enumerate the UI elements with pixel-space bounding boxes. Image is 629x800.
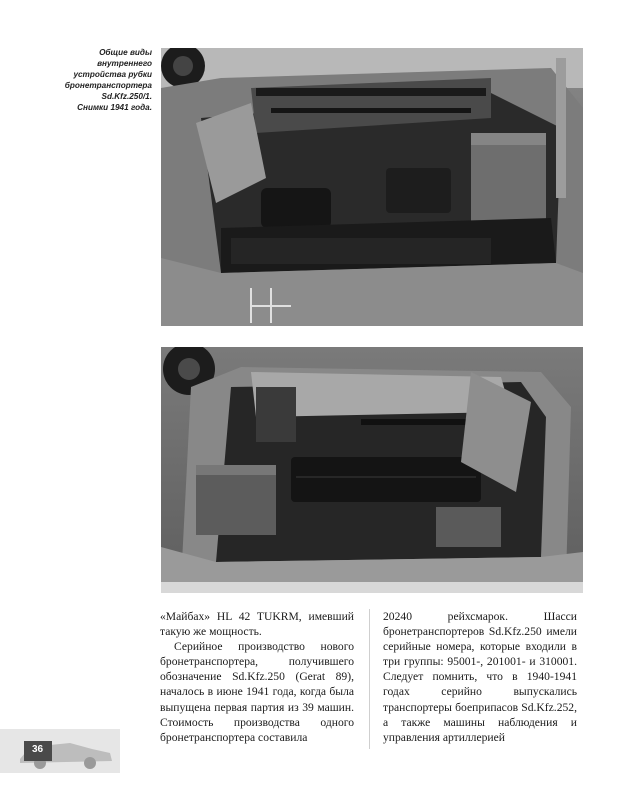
- paragraph: «Майбах» HL 42 TUKRM, имевший такую же мощность.: [160, 610, 354, 639]
- page-number: 36: [32, 744, 44, 755]
- caption-line: Снимки 1941 года.: [77, 103, 152, 112]
- caption-line: внутреннего: [97, 59, 152, 68]
- page-number-tab: [0, 729, 120, 773]
- vehicle-silhouette-icon: [0, 729, 120, 773]
- text-column-right: [383, 609, 577, 745]
- photo-caption: [40, 47, 152, 113]
- armored-carrier-interior-image: [161, 347, 583, 593]
- text-column-left: [160, 609, 354, 745]
- interior-photo-bottom: [161, 347, 583, 593]
- column-divider: [369, 609, 370, 749]
- interior-photo-top: [161, 48, 583, 326]
- caption-line: Общие виды: [99, 48, 152, 57]
- armored-carrier-interior-image: [161, 48, 583, 326]
- caption-line: Sd.Kfz.250/1.: [101, 92, 152, 101]
- paragraph: Серийное производство нового бронетранспортера, получившего обозначение Sd.Kfz.250 (Gerat 89), началось в июне 1941 года, когда была выпущена первая партия из 39 машин. Стоимость производства одного бронетранспортера составила: [160, 640, 354, 744]
- caption-line: бронетранспортера: [64, 81, 152, 90]
- caption-line: устройства рубки: [73, 70, 152, 79]
- paragraph: 20240 рейхсмарок. Шасси бронетранспортеров Sd.Kfz.250 имели серийные номера, которые входили в три группы: 95001-, 201001- и 310001. Следует помнить, что в 1940-1941 годах серийно выпускались транспортеры боеприпасов Sd.Kfz.252, а также машины наблюдения и управления артиллерией: [383, 610, 577, 744]
